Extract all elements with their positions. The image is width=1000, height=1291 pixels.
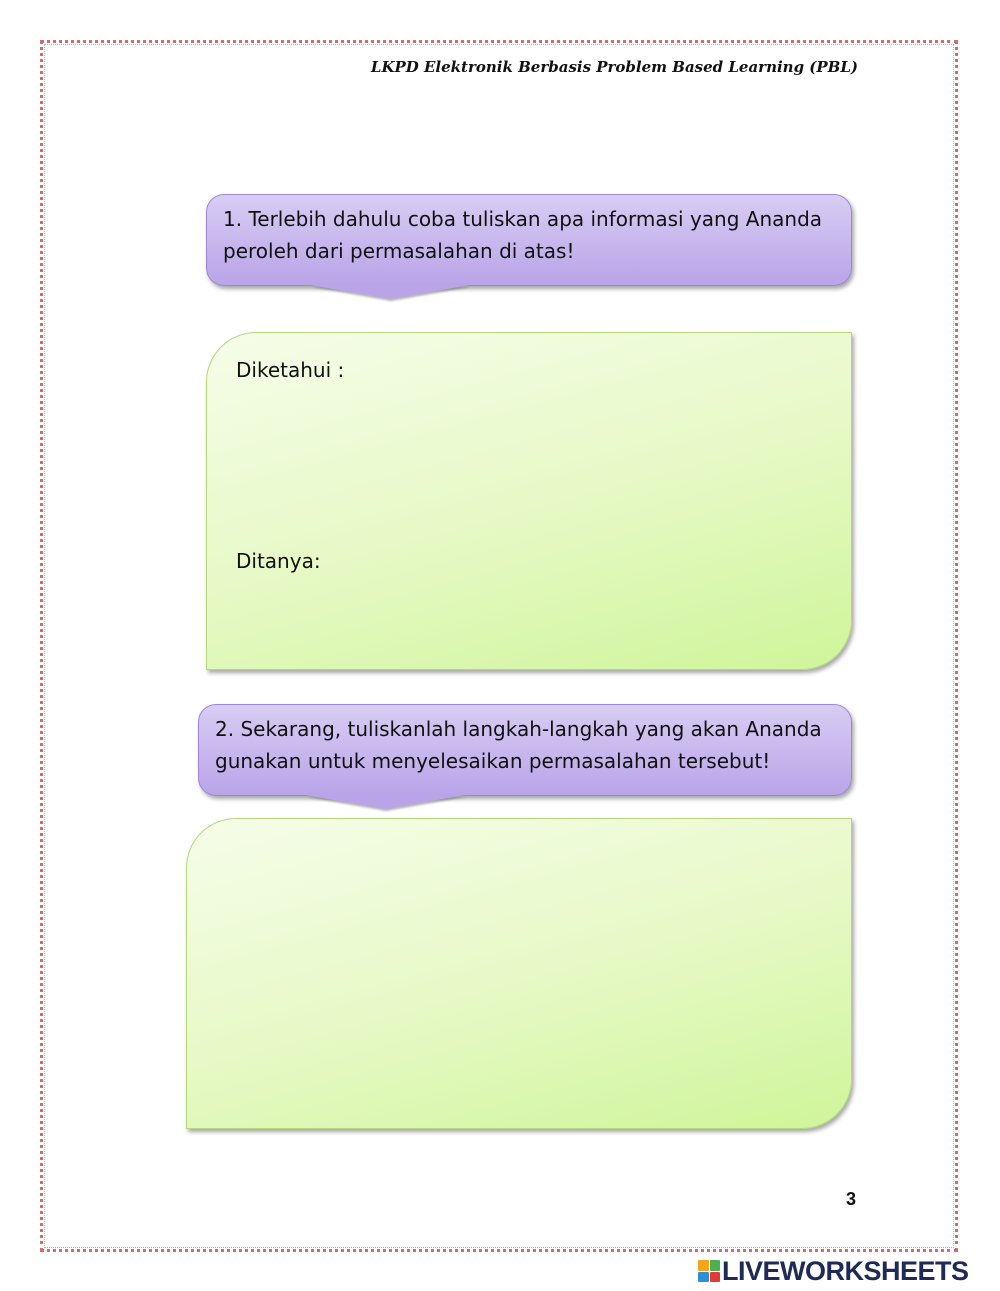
question-2-text: 2. Sekarang, tuliskanlah langkah-langkah yang akan Ananda gunakan untuk menyelesaikan permasalahan tersebut! xyxy=(215,717,822,773)
answer-box-1[interactable] xyxy=(206,332,852,670)
question-1-callout xyxy=(206,194,852,286)
document-header-title: LKPD Elektronik Berbasis Problem Based Learning (PBL) xyxy=(370,58,858,76)
answer-box-2[interactable] xyxy=(186,818,852,1129)
question-2-pointer xyxy=(305,795,465,809)
question-1-pointer xyxy=(310,285,470,299)
liveworksheets-logo-icon xyxy=(698,1260,720,1282)
liveworksheets-brand[interactable] xyxy=(698,1255,969,1286)
question-1-text: 1. Terlebih dahulu coba tuliskan apa informasi yang Ananda peroleh dari permasalahan di atas! xyxy=(223,207,823,263)
question-2-callout xyxy=(198,704,852,796)
liveworksheets-brand-text: LIVEWORKSHEETS xyxy=(722,1255,969,1286)
known-label: Diketahui : xyxy=(236,358,345,382)
asked-label: Ditanya: xyxy=(236,549,321,573)
page-number: 3 xyxy=(846,1189,857,1209)
